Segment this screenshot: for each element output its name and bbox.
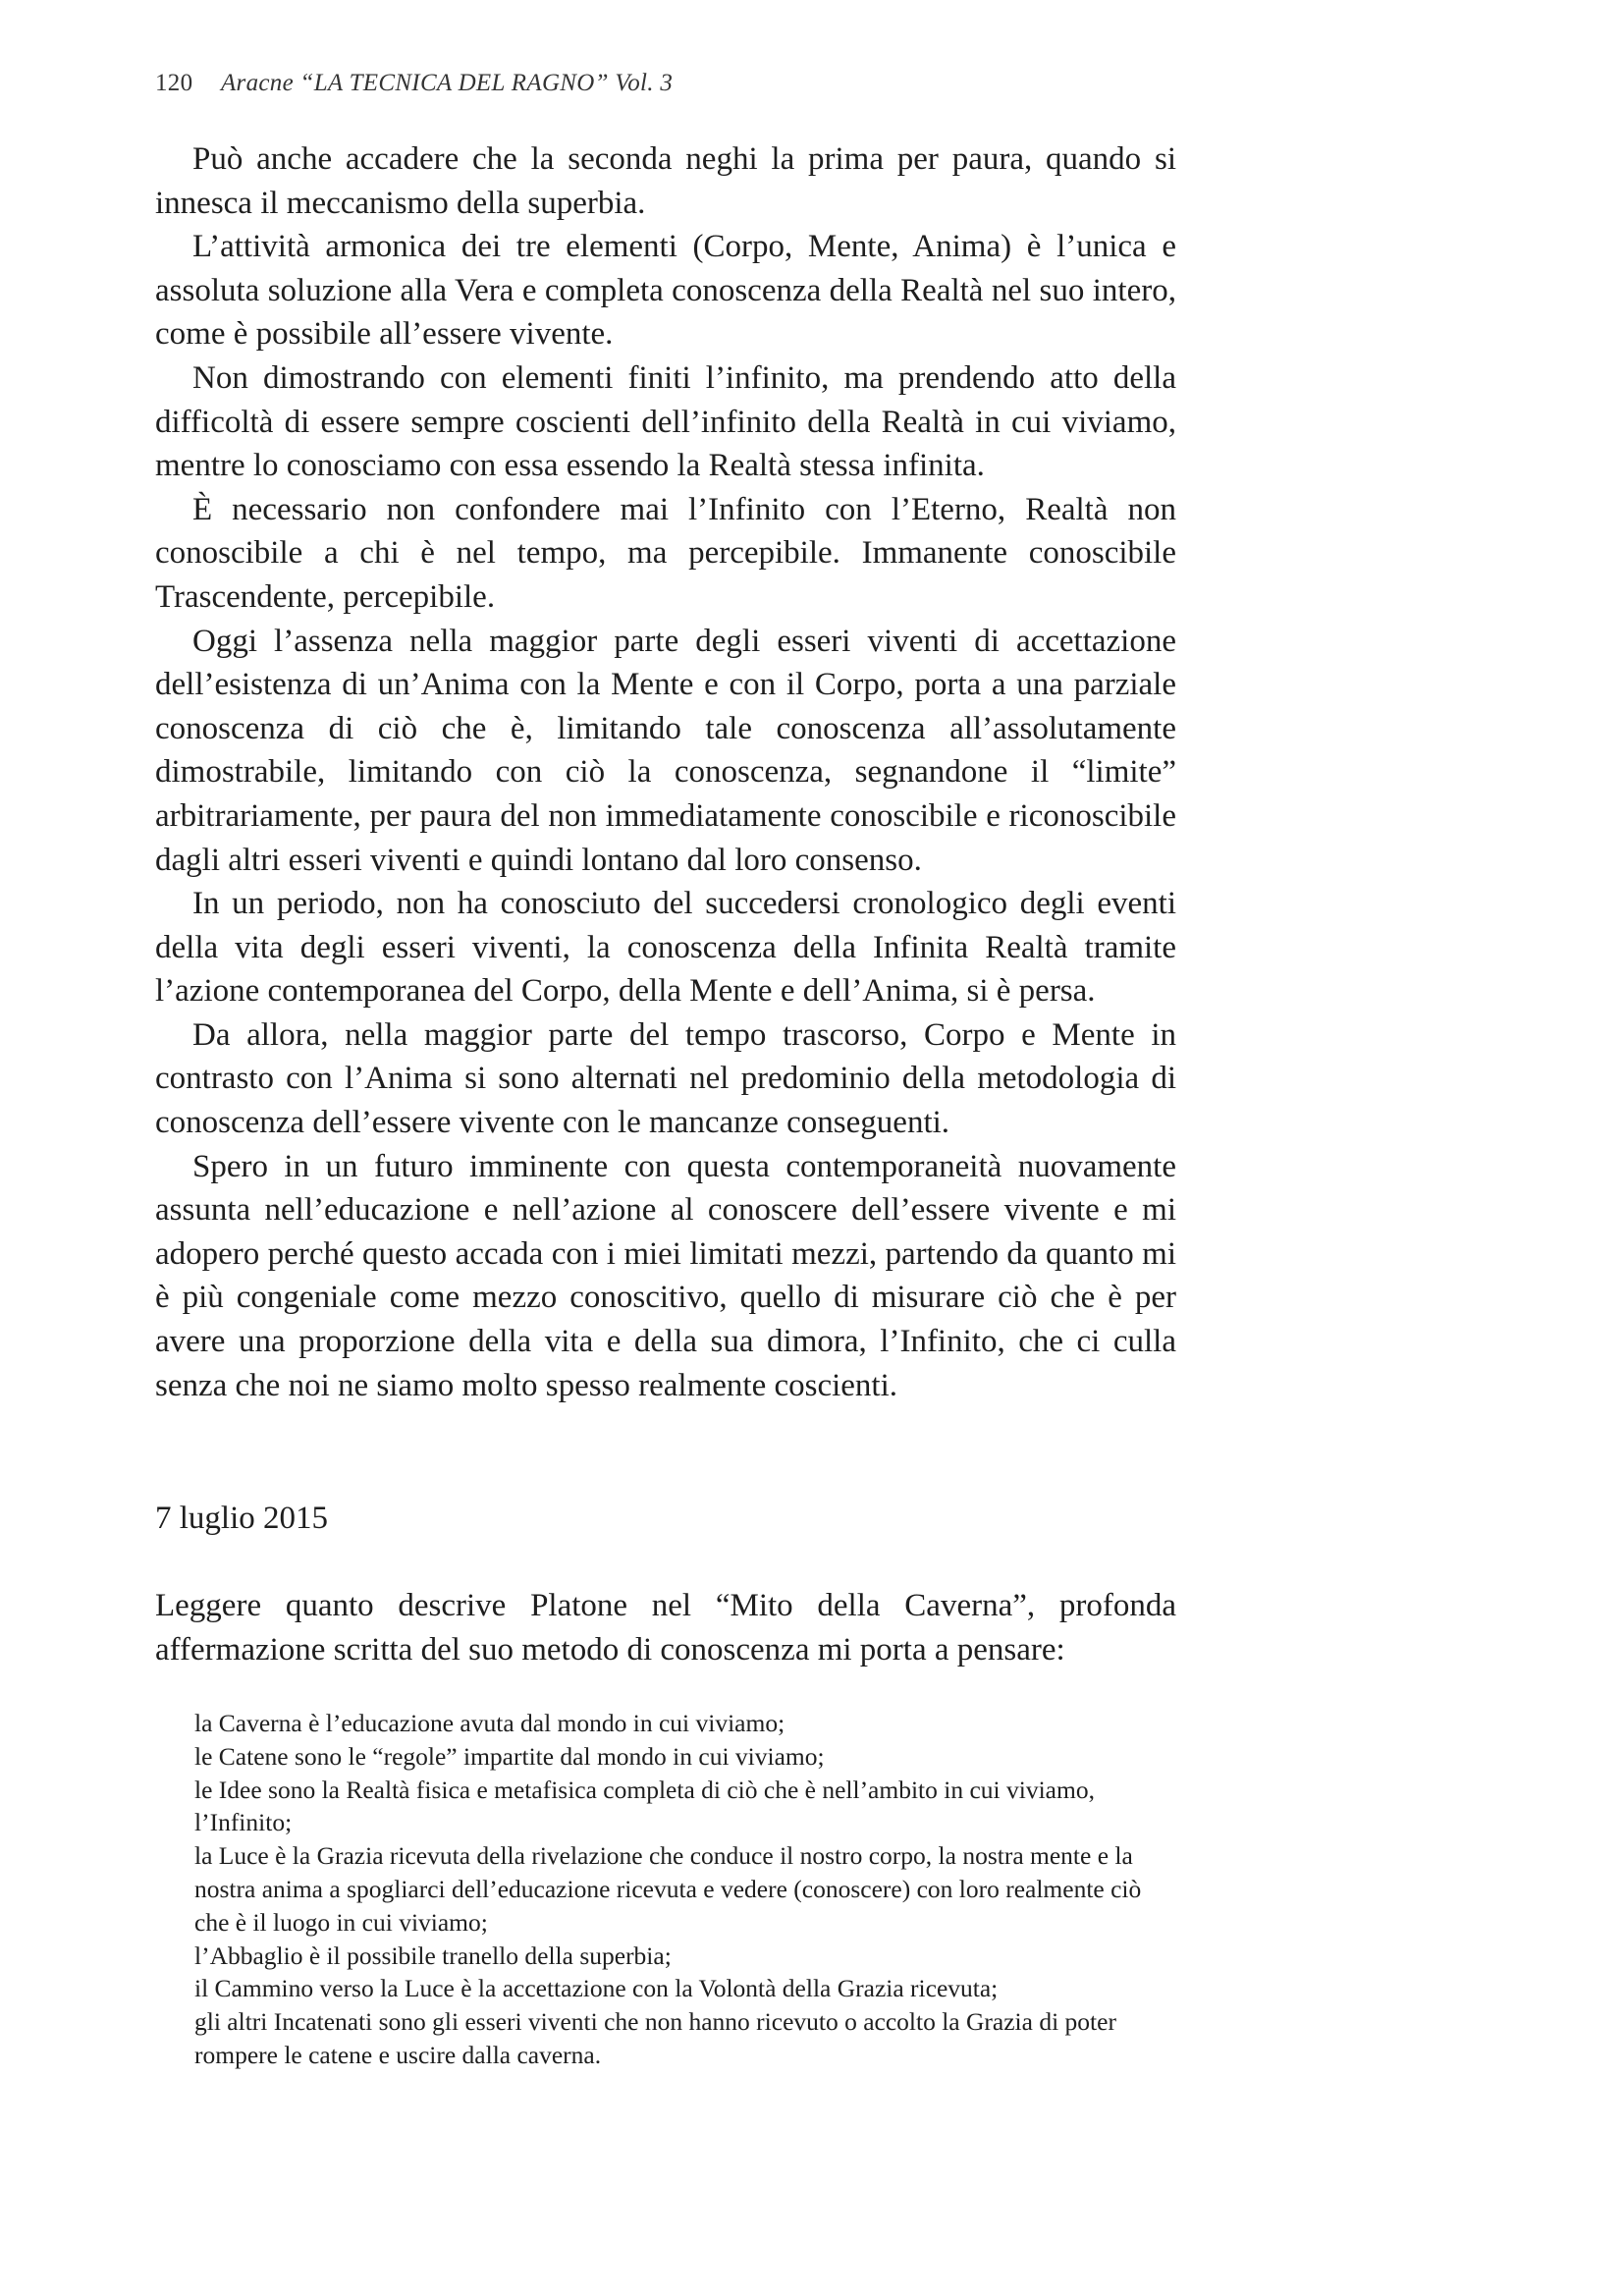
running-title: Aracne “LA TECNICA DEL RAGNO” Vol. 3 <box>220 70 674 96</box>
main-text <box>155 137 1176 1407</box>
entry-date: 7 luglio 2015 <box>155 1501 329 1536</box>
list-item: l’Abbaglio è il possibile tranello della superbia; <box>194 1941 672 1970</box>
running-header <box>155 70 673 97</box>
paragraph: È necessario non confondere mai l’Infinito con l’Eterno, Realtà non conoscibile a chi è nel tempo, ma percepibile. Immanente conoscibile Trascendente, percepibile. <box>155 491 1176 615</box>
list-item: la Luce è la Grazia ricevuta della rivelazione che conduce il nostro corpo, la nostra mente e la nostra anima a spogliarci dell’educazione ricevuta e vedere (conoscere) con loro realmente ciò che è il luogo in cui viviamo; <box>194 1841 1142 1937</box>
paragraph: Può anche accadere che la seconda neghi la prima per paura, quando si innesca il meccanismo della superbia. <box>155 141 1176 221</box>
page-number: 120 <box>155 70 193 96</box>
allegory-list <box>194 1707 1147 2072</box>
paragraph: Da allora, nella maggior parte del tempo trascorso, Corpo e Mente in contrasto con l’Anima si sono alternati nel predominio della metodologia di conoscenza dell’essere vivente con le mancanze conseguenti. <box>155 1016 1176 1141</box>
list-item: il Cammino verso la Luce è la accettazione con la Volontà della Grazia ricevuta; <box>194 1974 999 2003</box>
list-item: le Catene sono le “regole” impartite dal mondo in cui viviamo; <box>194 1741 825 1771</box>
paragraph: Oggi l’assenza nella maggior parte degli esseri viventi di accettazione dell’esistenza di un’Anima con la Mente e con il Corpo, porta a una parziale conoscenza di ciò che è, limitando tale conoscenza all’assolutamente dimostrabile, limitando con ciò la conoscenza, segnandone il “limite” arbitrariamente, per paura del non immediatamente conoscibile e riconoscibile dagli altri esseri viventi e quindi lontano dal loro consenso. <box>155 623 1176 878</box>
paragraph: In un periodo, non ha conosciuto del succedersi cronologico degli eventi della vita degli esseri viventi, la conoscenza della Infinita Realtà tramite l’azione contemporanea del Corpo, della Mente e dell’Anima, si è persa. <box>155 886 1176 1010</box>
entry-intro: Leggere quanto descrive Platone nel “Mito della Caverna”, profonda affermazione scritta del suo metodo di conoscenza mi porta a pensare: <box>155 1588 1176 1667</box>
list-item: le Idee sono la Realtà fisica e metafisica completa di ciò che è nell’ambito in cui viviamo, l’Infinito; <box>194 1775 1095 1837</box>
list-item: la Caverna è l’educazione avuta dal mondo in cui viviamo; <box>194 1709 785 1737</box>
paragraph: Spero in un futuro imminente con questa contemporaneità nuovamente assunta nell’educazione e nell’azione al conoscere dell’essere vivente e mi adopero perché questo accada con i miei limitati mezzi, partendo da quanto mi è più congeniale come mezzo conoscitivo, quello di misurare ciò che è per avere una proporzione della vita e della sua dimora, l’Infinito, che ci culla senza che noi ne siamo molto spesso realmente coscienti. <box>155 1148 1176 1403</box>
paragraph: L’attività armonica dei tre elementi (Corpo, Mente, Anima) è l’unica e assoluta soluzione alla Vera e completa conoscenza della Realtà nel suo intero, come è possibile all’essere vivente. <box>155 229 1176 353</box>
paragraph: Non dimostrando con elementi finiti l’infinito, ma prendendo atto della difficoltà di essere sempre coscienti dell’infinito della Realtà in cui viviamo, mentre lo conosciamo con essa essendo la Realtà stessa infinita. <box>155 359 1176 484</box>
list-item: gli altri Incatenati sono gli esseri viventi che non hanno ricevuto o accolto la Grazia di poter rompere le catene e uscire dalla caverna. <box>194 2007 1116 2069</box>
